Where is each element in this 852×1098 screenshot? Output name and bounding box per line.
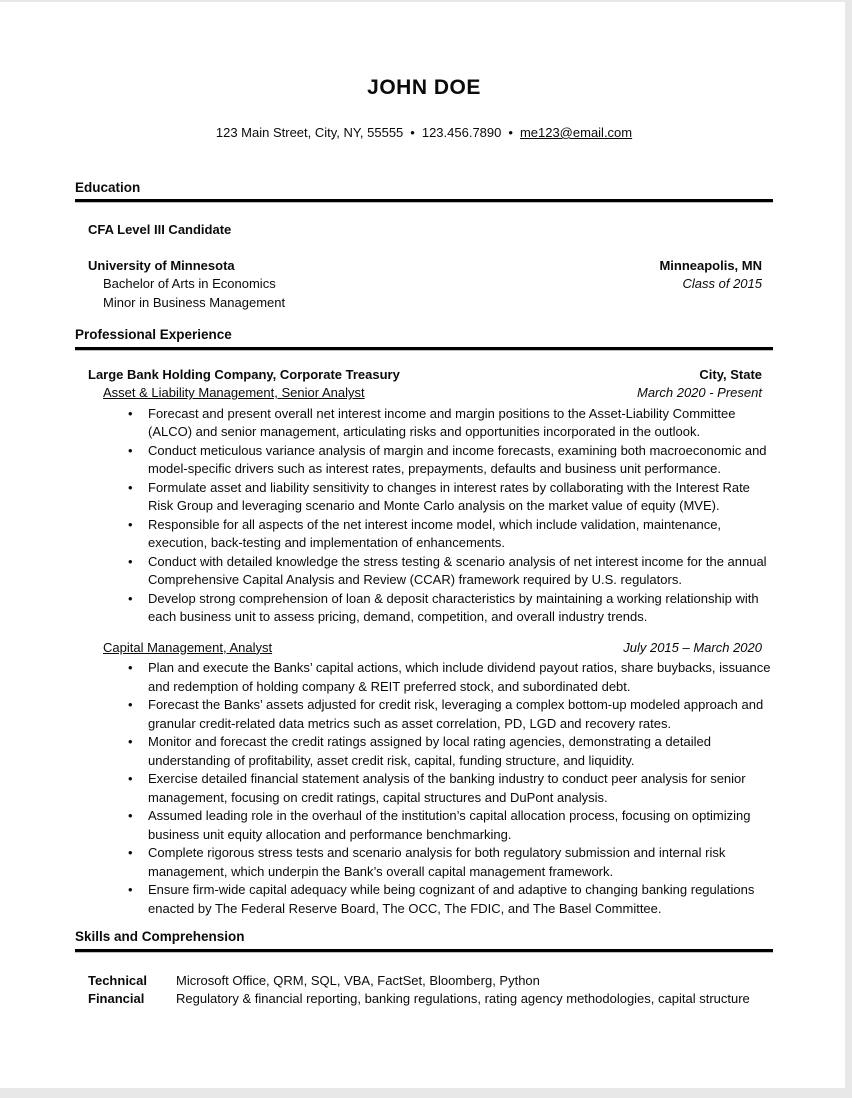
bullet-item: • Monitor and forecast the credit ratings assigned by local rating agencies, demonstrating a detailed understanding of profitability, asset credit risk, capital, funding structure, and liquidity. — [75, 733, 773, 770]
role-title: Capital Management, Analyst — [103, 639, 273, 655]
role-dates: March 2020 - Present — [636, 385, 762, 400]
role-row — [75, 639, 773, 658]
company-location: City, State — [699, 366, 762, 382]
certification: CFA Level III Candidate — [88, 222, 232, 237]
bullet-item: • Plan and execute the Banks’ capital actions, which include dividend payout ratios, share buybacks, issuance and redemption of holding company & REIT preferred stock, and subordinated debt. — [75, 659, 773, 696]
company-row — [75, 366, 773, 385]
skill-row-financial — [75, 990, 773, 1009]
role-bullet-list — [75, 405, 773, 627]
contact-phone: 123.456.7890 — [421, 125, 502, 140]
role-title: Asset & Liability Management, Senior Analyst — [103, 385, 365, 400]
bullet-item: • Forecast the Banks’ assets adjusted for credit risk, leveraging a complex bottom-up modeled approach and granular credit-related data metrics such as asset correlation, PD, LGD and recovery rates. — [75, 696, 773, 733]
minor: Minor in Business Management — [103, 294, 286, 310]
bullet-item: • Conduct with detailed knowledge the stress testing & scenario analysis of net interest income for the annual Comprehensive Capital Analysis and Review (CCAR) framework required by U.S. regulators. — [75, 553, 773, 590]
bullet-item: • Ensure firm-wide capital adequacy while being cognizant of and adaptive to changing banking regulations enacted by The Federal Reserve Board, The OCC, The FDIC, and The Basel Committee. — [75, 881, 773, 918]
resume-page — [0, 2, 845, 1088]
contact-address: 123 Main Street, City, NY, 55555 — [215, 125, 404, 140]
bullet-item: • Formulate asset and liability sensitivity to changes in interest rates by collaborating with the Interest Rate Risk Group and leveraging scenario and Monte Carlo analysis on the market value of equity (MVE). — [75, 479, 773, 516]
school-row — [75, 257, 773, 276]
skill-value: Microsoft Office, QRM, SQL, VBA, FactSet, Bloomberg, Python — [176, 972, 540, 988]
role-row — [75, 384, 773, 403]
company-name: Large Bank Holding Company, Corporate Treasury — [88, 366, 400, 382]
skill-row-technical — [75, 972, 773, 991]
bullet-item: • Conduct meticulous variance analysis of margin and income forecasts, examining both macroeconomic and model-specific drivers such as interest rates, prepayments, defaults and business unit performance. — [75, 442, 773, 479]
section-heading-education: Education — [75, 179, 773, 203]
graduation-year: Class of 2015 — [682, 276, 762, 291]
bullet-separator: • — [410, 125, 415, 140]
role-bullet-list — [75, 659, 773, 918]
candidate-name: JOHN DOE — [367, 76, 481, 99]
contact-line — [75, 124, 773, 143]
degree-row — [75, 275, 773, 294]
contact-email-link[interactable]: me123@email.com — [519, 125, 633, 140]
skill-value: Regulatory & financial reporting, banking regulations, rating agency methodologies, capital structure — [176, 991, 750, 1006]
bullet-separator: • — [508, 125, 513, 140]
section-heading-experience: Professional Experience — [75, 326, 773, 350]
bullet-item: • Complete rigorous stress tests and scenario analysis for both regulatory submission and internal risk management, which underpin the Bank’s overall capital management framework. — [75, 844, 773, 881]
role-dates: July 2015 – March 2020 — [623, 639, 762, 655]
section-heading-skills: Skills and Comprehension — [75, 928, 773, 952]
skills-table — [75, 972, 773, 1009]
school-location: Minneapolis, MN — [659, 257, 762, 273]
skill-label: Technical — [88, 972, 148, 988]
bullet-item: • Forecast and present overall net interest income and margin positions to the Asset-Liability Committee (ALCO) and senior management, articulating risks and opportunities incorporated in the outlook. — [75, 405, 773, 442]
school-name: University of Minnesota — [88, 257, 235, 273]
bullet-item: • Responsible for all aspects of the net interest income model, which include validation, maintenance, execution, back-testing and implementation of enhancements. — [75, 516, 773, 553]
bullet-item: • Exercise detailed financial statement analysis of the banking industry to conduct peer analysis for senior management, focusing on credit ratings, capital structures and DuPont analysis. — [75, 770, 773, 807]
degree: Bachelor of Arts in Economics — [103, 276, 276, 291]
resume-content — [0, 76, 845, 1009]
skill-label: Financial — [88, 991, 145, 1006]
bullet-item: • Assumed leading role in the overhaul of the institution’s capital allocation process, focusing on optimizing business unit equity allocation and performance benchmarking. — [75, 807, 773, 844]
bullet-item: • Develop strong comprehension of loan & deposit characteristics by maintaining a working relationship with each business unit to assess pricing, demand, competition, and overall industry trends. — [75, 590, 773, 627]
